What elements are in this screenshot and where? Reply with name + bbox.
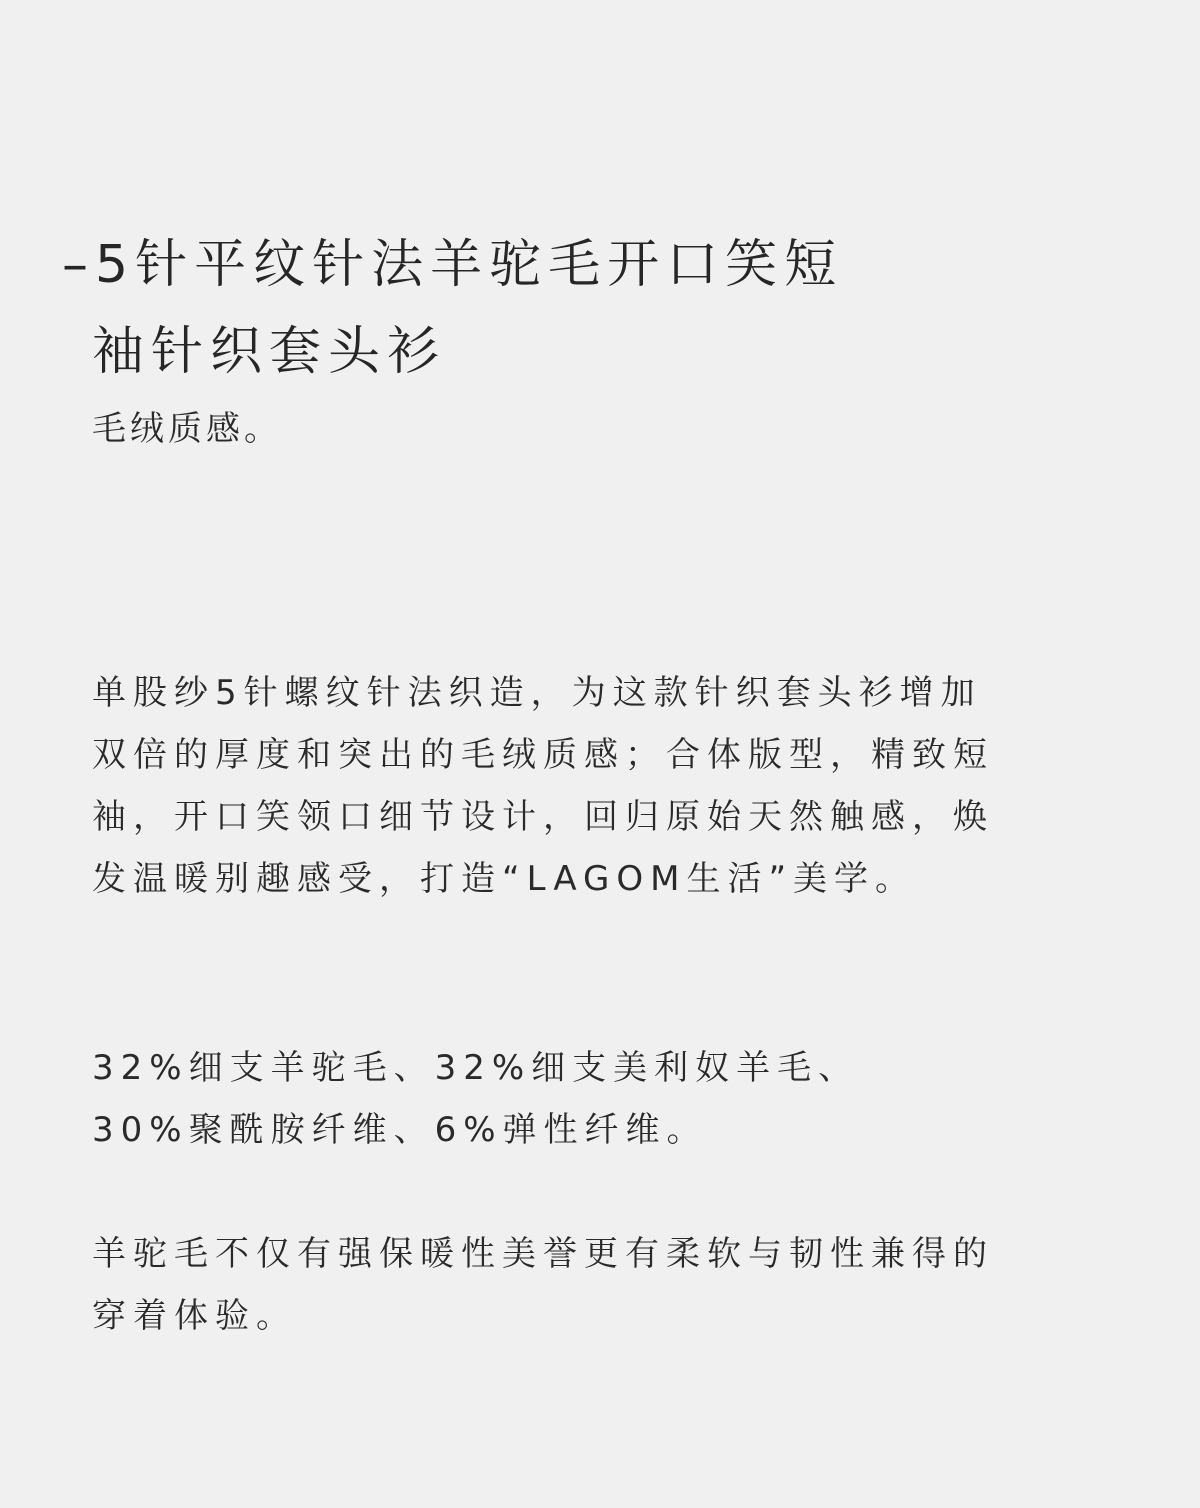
intro-line: 发温暖别趣感受，打造“LAGOM生活”美学。	[92, 859, 917, 899]
intro-line: 双倍的厚度和突出的毛绒质感；合体版型，精致短	[92, 735, 994, 775]
material-composition	[92, 1037, 859, 1161]
feel-line: 羊驼毛不仅有强保暖性美誉更有柔软与韧性兼得的	[92, 1234, 994, 1274]
material-line: 30%聚酰胺纤维、6%弹性纤维。	[92, 1110, 708, 1150]
product-title-line-2: 袖针织套头衫	[92, 322, 447, 382]
feel-paragraph	[92, 1223, 994, 1347]
product-title-line-1: –5针平纹针法羊驼毛开口笑短	[62, 235, 844, 295]
material-line: 32%细支羊驼毛、32%细支美利奴羊毛、	[92, 1048, 860, 1088]
intro-line: 袖，开口笑领口细节设计，回归原始天然触感，焕	[92, 797, 994, 837]
feel-line: 穿着体验。	[92, 1296, 297, 1336]
intro-paragraph	[92, 662, 994, 910]
product-title	[62, 233, 1142, 384]
intro-line: 单股纱5针螺纹针法织造，为这款针织套头衫增加	[92, 673, 982, 713]
product-subtitle: 毛绒质感。	[92, 409, 282, 449]
